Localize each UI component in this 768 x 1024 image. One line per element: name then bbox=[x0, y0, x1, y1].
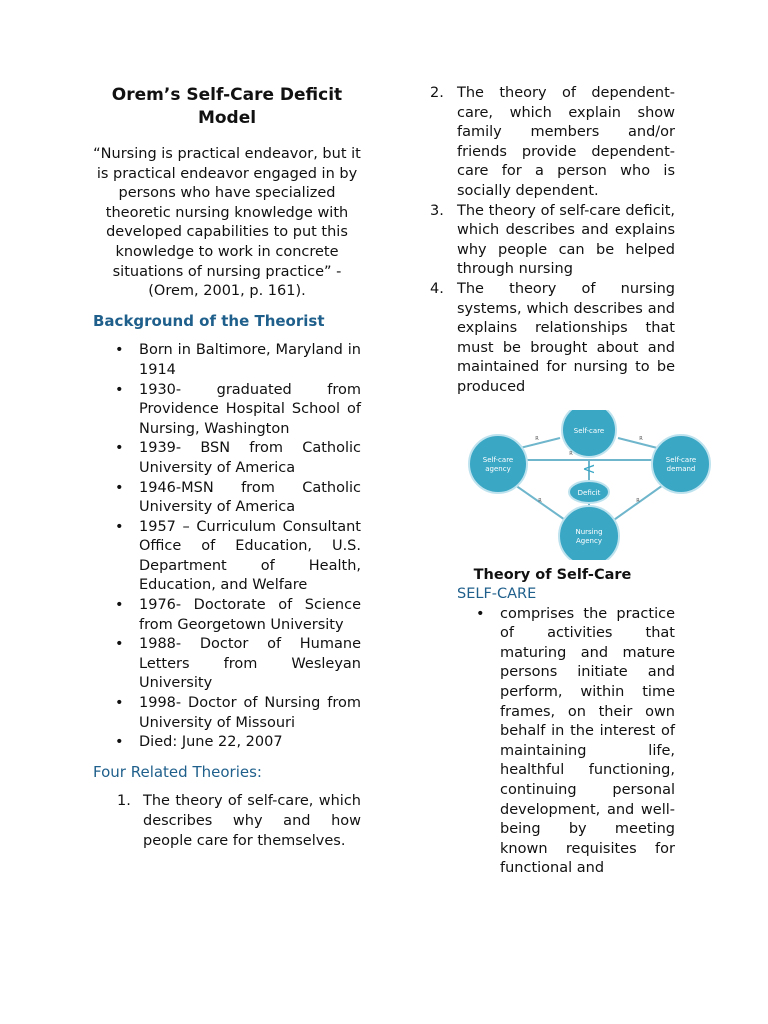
list-item: • 1957 – Curriculum Consultant Office of Education, U.S. Department of Health, Education, and Welfare bbox=[139, 518, 361, 596]
self-care-demand-node bbox=[652, 435, 710, 493]
left-column bbox=[93, 84, 361, 851]
relation-r-label: R bbox=[538, 497, 542, 504]
self-care-demand-label-2: demand bbox=[666, 464, 696, 473]
list-item: • 1998- Doctor of Nursing from University of Missouri bbox=[139, 694, 361, 733]
less-than-symbol: < bbox=[582, 458, 596, 478]
self-care-label: Self-care bbox=[573, 426, 605, 435]
list-item bbox=[430, 280, 675, 398]
self-care-agency-label: Self-care bbox=[482, 455, 514, 464]
theory-text: The theory of nursing systems, which describes and explains relationships that must be brought about and maintained for nursing to be produced bbox=[457, 280, 675, 395]
orem-quote: “Nursing is practical endeavor, but it is practical endeavor engaged in by persons who have specialized theoretic nursing knowledge with developed capabilities to put this knowledge to work in concrete situations of nursing practice” -(Orem, 2001, p. 161). bbox=[93, 146, 361, 300]
list-item: • 1930- graduated from Providence Hospital School of Nursing, Washington bbox=[139, 381, 361, 440]
list-item: • comprises the practice of activities that maturing and mature persons initiate and perform, within time frames, on their own behalf in the interest of maintaining life, healthful functioning, continuing personal development, and well-being by meeting known requisites for functional and bbox=[500, 605, 675, 879]
list-item: • 1976- Doctorate of Science from Georgetown University bbox=[139, 596, 361, 635]
background-list bbox=[93, 341, 361, 752]
self-care-agency-node bbox=[469, 435, 527, 493]
theories-list-left bbox=[93, 792, 361, 851]
relation-r-label: R bbox=[535, 435, 539, 442]
subtitle: Theory of Self-Care bbox=[473, 566, 632, 583]
list-item: • Born in Baltimore, Maryland in 1914 bbox=[139, 341, 361, 380]
background-heading: Background of the Theorist bbox=[93, 311, 325, 330]
list-item: • 1988- Doctor of Humane Letters from Wesleyan University bbox=[139, 635, 361, 694]
list-number: 3. bbox=[430, 202, 444, 219]
list-item bbox=[430, 202, 675, 280]
relation-r-label: R bbox=[569, 450, 573, 457]
self-care-deficit-diagram bbox=[465, 410, 715, 560]
list-item: • Died: June 22, 2007 bbox=[139, 733, 361, 753]
self-care-list bbox=[430, 605, 675, 879]
list-item bbox=[430, 84, 675, 202]
theory-text: The theory of dependent-care, which explain show family members and/or friends provide dependent-care for a person who is socially dependent. bbox=[457, 85, 675, 199]
list-item: • 1939- BSN from Catholic University of America bbox=[139, 439, 361, 478]
theory-text: The theory of self-care, which describes why and how people care for themselves. bbox=[143, 793, 361, 849]
self-care-agency-label-2: agency bbox=[485, 464, 511, 473]
right-column bbox=[430, 84, 697, 879]
list-item bbox=[117, 792, 361, 851]
deficit-label: Deficit bbox=[577, 488, 601, 497]
list-number: 2. bbox=[430, 85, 444, 101]
relation-r-label: R bbox=[636, 497, 640, 504]
theories-heading: Four Related Theories: bbox=[93, 762, 262, 781]
self-care-demand-label: Self-care bbox=[665, 455, 697, 464]
document-title: Orem’s Self-Care Deficit Model bbox=[111, 85, 343, 128]
nursing-agency-label: Nursing bbox=[575, 527, 603, 536]
theory-text: The theory of self-care deficit, which describes and explains why people can be helped through nursing bbox=[457, 202, 675, 278]
self-care-heading: SELF-CARE bbox=[457, 586, 537, 603]
list-item: • 1946-MSN from Catholic University of America bbox=[139, 479, 361, 518]
theories-list-right bbox=[430, 84, 675, 398]
relation-r-label: R bbox=[639, 435, 643, 442]
list-number: 4. bbox=[430, 280, 444, 297]
list-number: 1. bbox=[117, 793, 131, 810]
nursing-agency-label-2: Agency bbox=[576, 536, 602, 545]
